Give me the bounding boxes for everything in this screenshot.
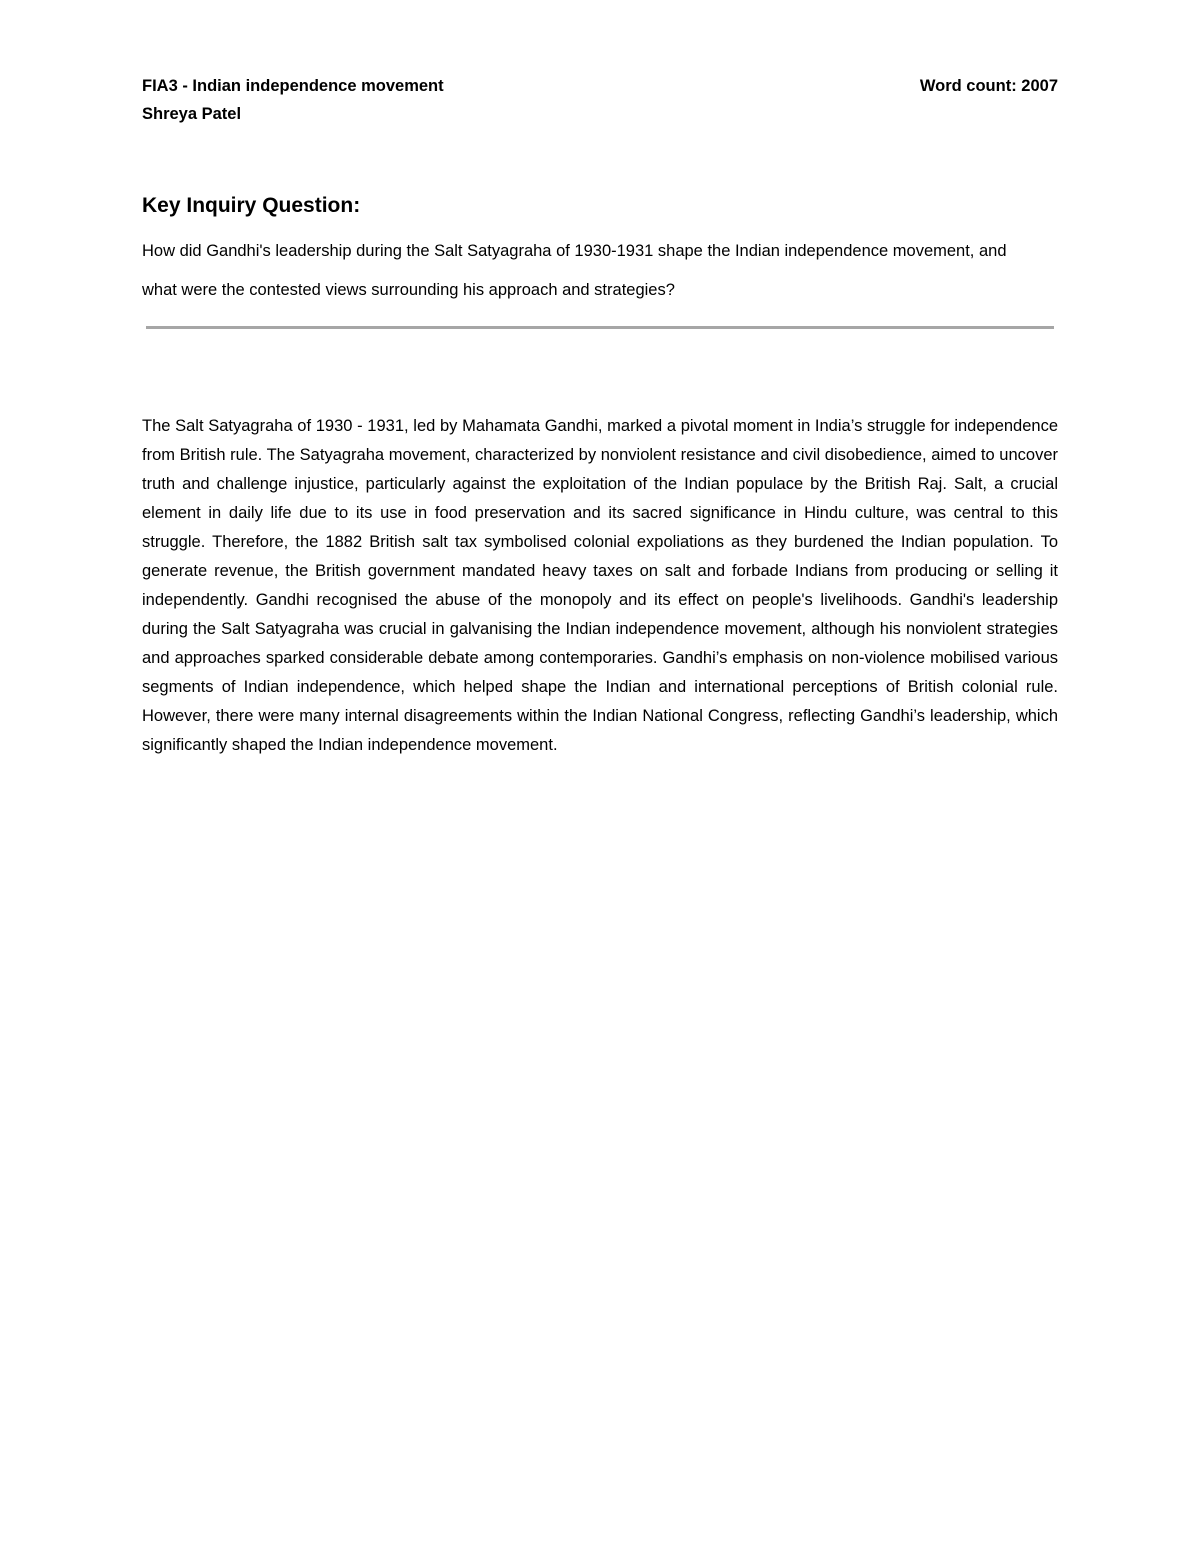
author-name: Shreya Patel [142, 105, 242, 123]
key-inquiry-question: How did Gandhi's leadership during the Salt Satyagraha of 1930-1931 shape the Indian independence movement, and what were the contested views surrounding his approach and strategies? [142, 242, 1007, 299]
body-paragraph: The Salt Satyagraha of 1930 - 1931, led by Mahamata Gandhi, marked a pivotal moment in India’s struggle for independence from British rule. The Satyagraha movement, characterized by nonviolent resistance and civil disobedience, aimed to uncover truth and challenge injustice, particularly against the exploitation of the Indian populace by the British Raj. Salt, a crucial element in daily life due to its use in food preservation and its sacred significance in Hindu culture, was central to this struggle. Therefore, the 1882 British salt tax symbolised colonial expoliations as they burdened the Indian population. To generate revenue, the British government mandated heavy taxes on salt and forbade Indians from producing or selling it independently. Gandhi recognised the abuse of the monopoly and its effect on people's livelihoods. Gandhi's leadership during the Salt Satyagraha was crucial in galvanising the Indian independence movement, although his nonviolent strategies and approaches sparked considerable debate among contemporaries. Gandhi’s emphasis on non-violence mobilised various segments of Indian independence, which helped shape the Indian and international perceptions of British colonial rule. However, there were many internal disagreements within the Indian National Congress, reflecting Gandhi’s leadership, which significantly shaped the Indian independence movement. [142, 417, 1058, 754]
horizontal-divider [146, 326, 1054, 329]
header-left [142, 72, 642, 128]
assignment-title: FIA3 - Indian independence movement [142, 77, 444, 95]
word-count: Word count: 2007 [919, 77, 1058, 95]
key-inquiry-heading: Key Inquiry Question: [142, 194, 361, 217]
